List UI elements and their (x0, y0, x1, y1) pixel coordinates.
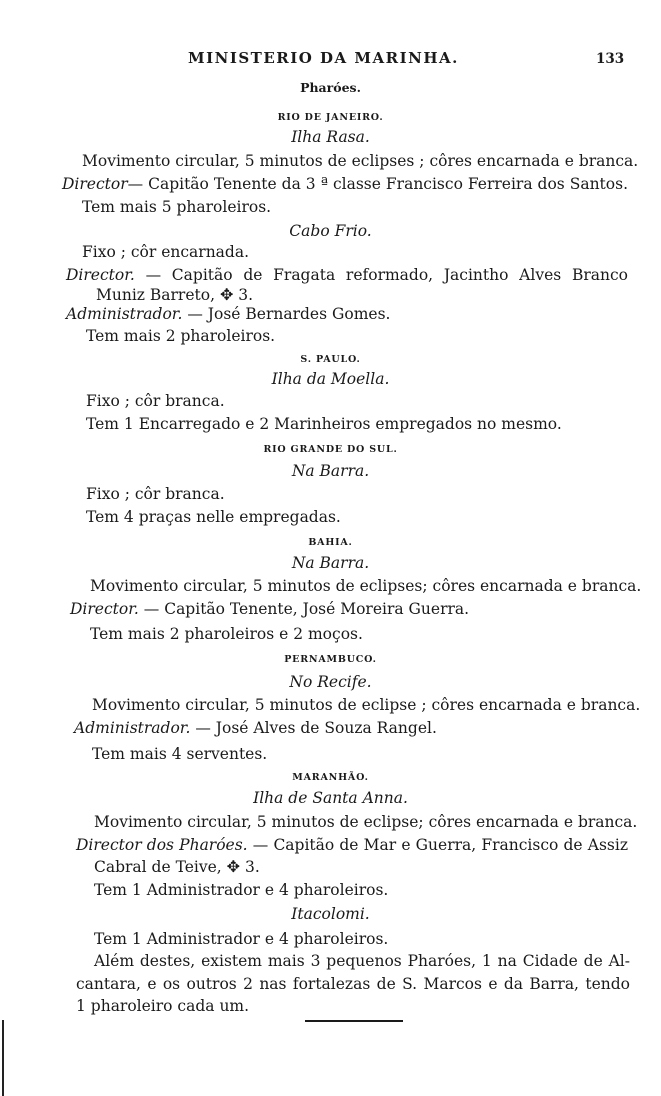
director-name-end: Muniz Barreto, (96, 286, 215, 304)
region-heading-pernambuco: PERNAMBUCO. (284, 654, 377, 665)
director-text: — Capitão Tenente da 3 ª classe Francisco Ferreira dos Santos. (127, 175, 628, 193)
administrator-text: — José Bernardes Gomes. (187, 305, 391, 323)
staff-line: Tem mais 5 pharoleiros. (82, 198, 272, 216)
closing-note-line: Além destes, existem mais 3 pequenos Pharóes, 1 na Cidade de Al- (94, 952, 630, 970)
light-description: Movimento circular, 5 minutos de eclipses; côres encarnada e branca. (90, 577, 642, 595)
place-na-barra: Na Barra. (291, 554, 370, 572)
place-cabo-frio: Cabo Frio. (289, 222, 372, 240)
light-description: Movimento circular, 5 minutos de eclipses ; côres encarnada e branca. (82, 152, 639, 170)
administrator-label: Administrador. (74, 719, 191, 737)
light-description: Fixo ; côr branca. (86, 485, 225, 503)
order-cross-icon: ✥ (226, 857, 241, 876)
director-label: Director. (70, 600, 139, 618)
director-line (76, 835, 628, 855)
section-end-rule (305, 1020, 403, 1022)
order-cross-icon: ✥ (219, 285, 234, 304)
place-ilha-de-santa-anna: Ilha de Santa Anna. (253, 789, 408, 807)
staff-line: Tem mais 4 serventes. (92, 745, 268, 763)
staff-line: Tem 1 Administrador e 4 pharoleiros. (94, 881, 389, 899)
place-ilha-rasa: Ilha Rasa. (291, 128, 370, 146)
closing-note-line: cantara, e os outros 2 nas fortalezas de S. Marcos e da Barra, tendo (76, 975, 630, 993)
order-grade: 3. (244, 858, 260, 876)
region-heading-rio-grande-do-sul: RIO GRANDE DO SUL. (263, 444, 398, 455)
light-description: Fixo ; côr branca. (86, 392, 225, 410)
region-heading-sao-paulo: S. PAULO. (300, 354, 361, 365)
director-line-continued (94, 857, 260, 877)
director-label: Director dos Pharóes. (76, 836, 248, 854)
director-name-end: Cabral de Teive, (94, 858, 222, 876)
page-number: 133 (596, 51, 625, 67)
running-title: MINISTERIO DA MARINHA. (188, 49, 459, 67)
region-heading-rio-de-janeiro: RIO DE JANEIRO. (277, 112, 384, 123)
administrator-line (74, 718, 437, 738)
light-description: Movimento circular, 5 minutos de eclipse ; côres encarnada e branca. (92, 696, 641, 714)
place-itacolomi: Itacolomi. (291, 905, 370, 923)
section-heading: Pharóes. (300, 80, 361, 95)
director-line (66, 265, 628, 285)
director-line-continued (96, 285, 253, 305)
place-ilha-da-moella: Ilha da Moella. (271, 370, 390, 388)
director-text: — Capitão Tenente, José Moreira Guerra. (143, 600, 470, 618)
director-text: — Capitão de Fragata reformado, Jacintho Alves Branco (145, 266, 628, 284)
director-label: Director. (66, 266, 135, 284)
page-edge-shadow (2, 1020, 4, 1096)
administrator-label: Administrador. (66, 305, 183, 323)
region-heading-maranhao: MARANHÃO. (292, 772, 369, 783)
place-no-recife: No Recife. (289, 673, 372, 691)
staff-line: Tem 1 Administrador e 4 pharoleiros. (94, 930, 389, 948)
light-description: Movimento circular, 5 minutos de eclipse; côres encarnada e branca. (94, 813, 638, 831)
region-heading-bahia: BAHIA. (308, 537, 353, 548)
staff-line: Tem mais 2 pharoleiros e 2 moços. (90, 625, 363, 643)
staff-line: Tem 4 praças nelle empregadas. (86, 508, 341, 526)
director-label: Director (62, 175, 128, 193)
director-line (70, 599, 469, 619)
light-description: Fixo ; côr encarnada. (82, 243, 250, 261)
director-line (62, 174, 628, 194)
staff-line: Tem 1 Encarregado e 2 Marinheiros empregados no mesmo. (86, 415, 562, 433)
administrator-text: — José Alves de Souza Rangel. (195, 719, 437, 737)
administrator-line (66, 304, 390, 324)
closing-note-line: 1 pharoleiro cada um. (76, 997, 250, 1015)
staff-line: Tem mais 2 pharoleiros. (86, 327, 276, 345)
director-text: — Capitão de Mar e Guerra, Francisco de Assiz (252, 836, 628, 854)
order-grade: 3. (238, 286, 254, 304)
place-na-barra: Na Barra. (291, 462, 370, 480)
